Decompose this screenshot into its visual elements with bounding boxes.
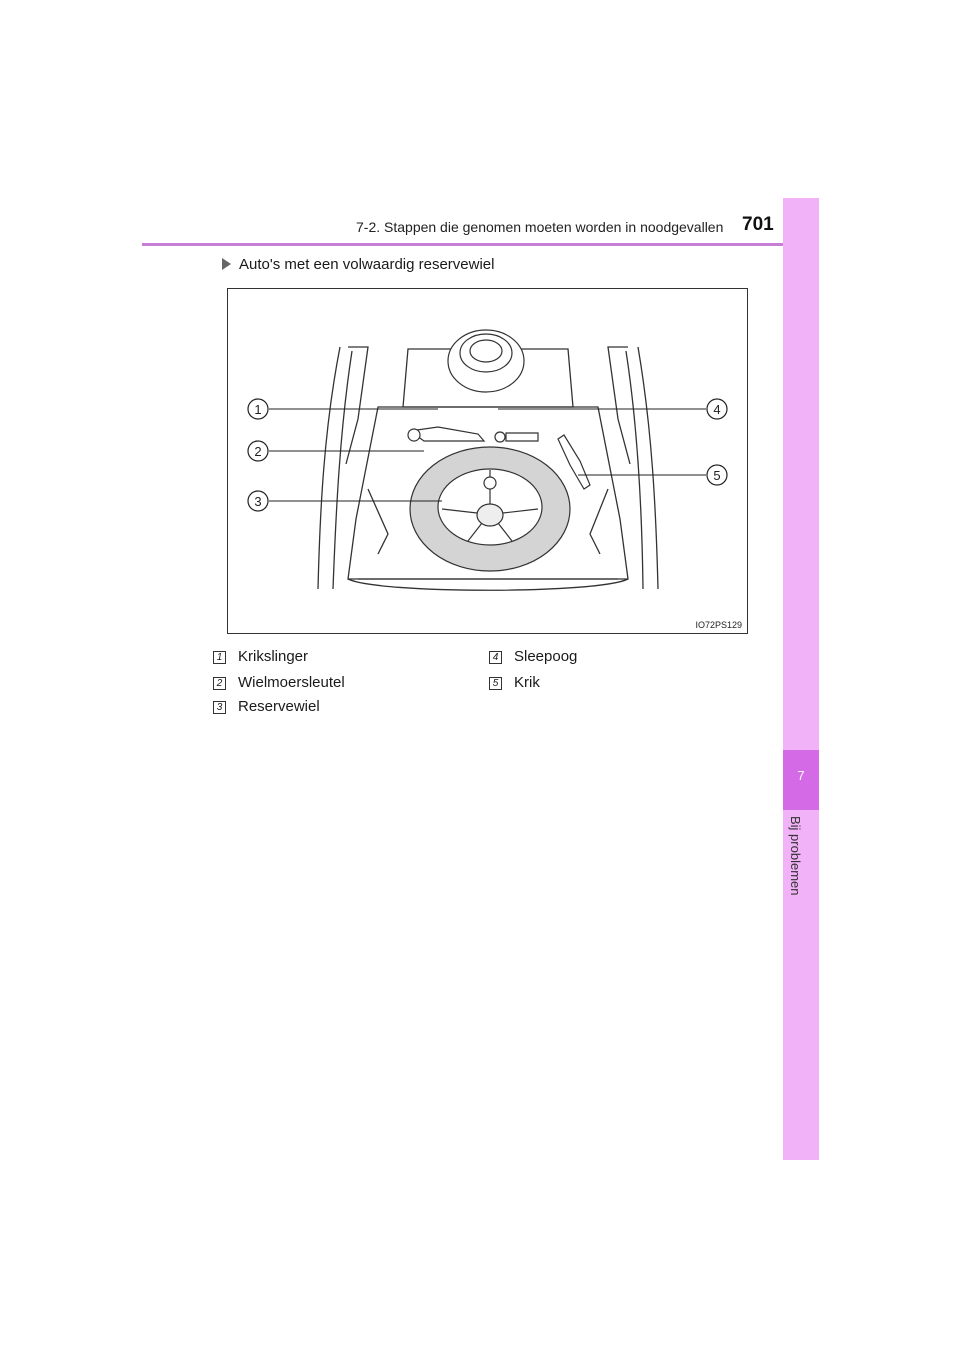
legend-number: 2 [213, 677, 226, 690]
trunk-drawing [228, 289, 747, 633]
callout-4: 4 [713, 402, 721, 417]
legend-item [489, 674, 540, 691]
legend-item [213, 648, 308, 665]
legend-number: 4 [489, 651, 502, 664]
page-number: 701 [742, 214, 774, 235]
header-rule [142, 243, 818, 246]
callout-1: 1 [254, 402, 262, 417]
trunk-illustration [227, 288, 748, 634]
legend-item [213, 698, 320, 715]
speaker-component [448, 330, 524, 392]
legend-item [213, 674, 345, 691]
callout-3: 3 [254, 494, 262, 509]
legend-label: Krikslinger [238, 648, 309, 665]
figure-code: IO72PS129 [695, 620, 742, 630]
legend-label: Reservewiel [238, 698, 320, 715]
chapter-name: Bij problemen [788, 816, 803, 896]
legend-label: Krik [514, 674, 540, 691]
legend-number: 3 [213, 701, 226, 714]
section-heading-text: Auto's met een volwaardig reservewiel [239, 256, 495, 273]
section-title: 7-2. Stappen die genomen moeten worden in noodgevallen [356, 219, 724, 235]
chapter-number: 7 [797, 768, 805, 783]
chapter-side-tab [783, 198, 819, 1160]
legend-item [489, 648, 577, 665]
triangle-bullet-icon [222, 258, 231, 270]
callout-2: 2 [254, 444, 262, 459]
legend-number: 1 [213, 651, 226, 664]
legend-label: Wielmoersleutel [238, 674, 345, 691]
callout-5: 5 [713, 468, 721, 483]
section-heading [222, 256, 494, 273]
legend-label: Sleepoog [514, 648, 578, 665]
spare-wheel [410, 447, 570, 571]
legend-number: 5 [489, 677, 502, 690]
